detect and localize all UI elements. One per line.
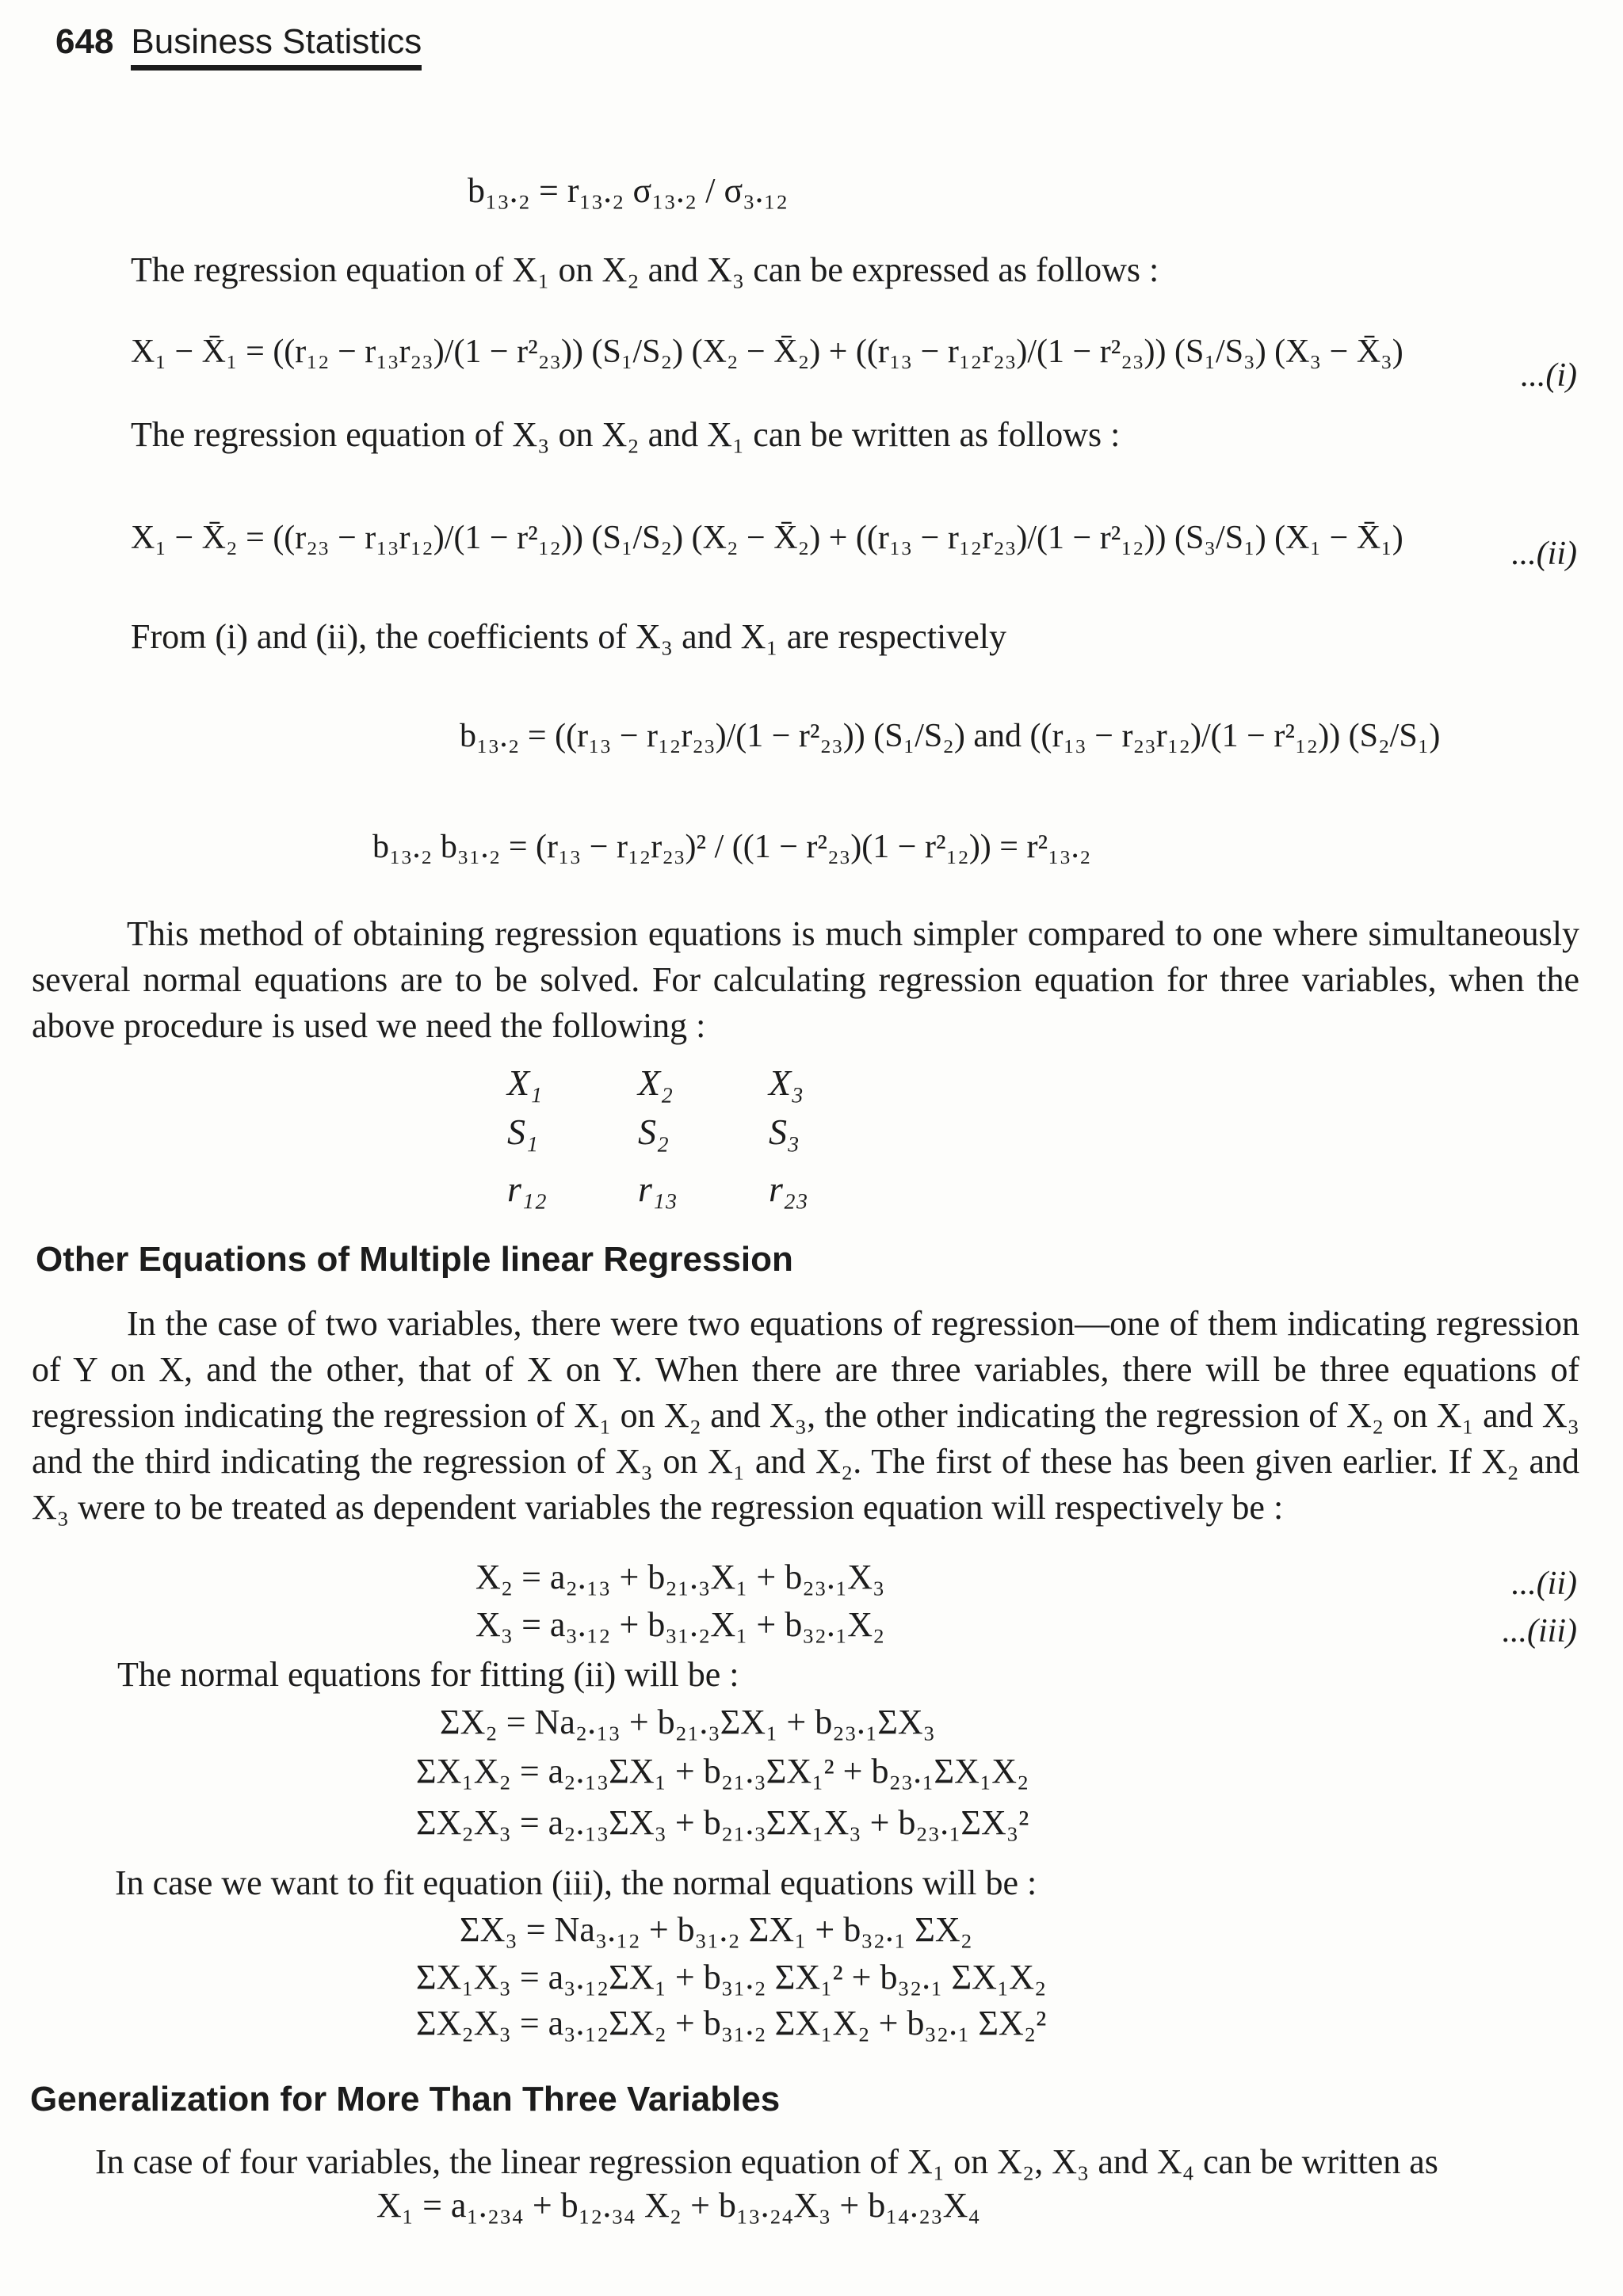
normal-equation-2: ΣX₁X₂ = a₂.₁₃ΣX₁ + b₂₁.₃ΣX₁² + b₂₃.₁ΣX₁X₂ bbox=[416, 1752, 1029, 1791]
equation-x3: X₃ = a₃.₁₂ + b₃₁.₂X₁ + b₃₂.₁X₂ bbox=[475, 1605, 885, 1644]
paragraph-regression-x1: The regression equation of X₁ on X₂ and X₃ can be expressed as follows : bbox=[131, 250, 1159, 289]
normal-equation-3: ΣX₂X₃ = a₂.₁₃ΣX₃ + b₂₁.₃ΣX₁X₃ + b₂₃.₁ΣX₃² bbox=[416, 1803, 1029, 1842]
page-header bbox=[55, 22, 422, 71]
formula-b132-definition: b₁₃.₂ = r₁₃.₂ σ₁₃.₂ / σ₃.₁₂ bbox=[468, 171, 789, 210]
paragraph-coefficients: From (i) and (ii), the coefficients of X₃ and X₁ are respectively bbox=[131, 617, 1007, 656]
normal-equation-1: ΣX₂ = Na₂.₁₃ + b₂₁.₃ΣX₁ + b₂₃.₁ΣX₃ bbox=[440, 1703, 935, 1741]
equation-i: X₁ − X̄₁ = ((r₁₂ − r₁₃r₂₃)/(1 − r²₂₃)) (S₁/S₂) (X₂ − X̄₂) + ((r₁₃ − r₁₂r₂₃)/(1 − r²₂₃)) (S₁/S₃) (X₃ − X̄₃) bbox=[131, 334, 1403, 370]
table-row: X₁ X₂ X₃ bbox=[507, 1062, 804, 1103]
paragraph-three-variables: In the case of two variables, there were two equations of regression—one of them indicating regression of Y on X, and the other, that of X on Y. When there are three variables, there will be three equations of regression indicating the regression of X₁ on X₂ and X₃, the other indicating the regression of X₂ on X₁ and X₃ and the third indicating the regression of X₃ on X₁ and X₂. The first of these has been given earlier. If X₂ and X₃ were to be treated as dependent variables the regression equation will respectively be : bbox=[32, 1304, 1579, 1527]
equation-ii: X₁ − X̄₂ = ((r₂₃ − r₁₃r₁₂)/(1 − r²₁₂)) (S₁/S₂) (X₂ − X̄₂) + ((r₁₃ − r₁₂r₂₃)/(1 − r²₁₂)) (S₃/S₁) (X₁ − X̄₁) bbox=[131, 520, 1403, 556]
paragraph-normal-ii: The normal equations for fitting (ii) will be : bbox=[117, 1655, 739, 1694]
section-heading-generalization: Generalization for More Than Three Variables bbox=[30, 2080, 781, 2119]
equation-i-number: ...(i) bbox=[1520, 357, 1577, 394]
equation-four-variables: X₁ = a₁.₂₃₄ + b₁₂.₃₄ X₂ + b₁₃.₂₄X₃ + b₁₄.₂₃X₄ bbox=[376, 2186, 980, 2225]
normal-equation-6: ΣX₂X₃ = a₃.₁₂ΣX₂ + b₃₁.₂ ΣX₁X₂ + b₃₂.₁ ΣX₂² bbox=[416, 2004, 1047, 2042]
book-title: Business Statistics bbox=[131, 22, 422, 71]
equation-x2: X₂ = a₂.₁₃ + b₂₁.₃X₁ + b₂₃.₁X₃ bbox=[475, 1558, 885, 1596]
paragraph-four-variables: In case of four variables, the linear regression equation of X₁ on X₂, X₃ and X₄ can be written as bbox=[95, 2142, 1438, 2181]
equation-x2-number: ...(ii) bbox=[1511, 1566, 1577, 1602]
equation-x3-number: ...(iii) bbox=[1502, 1613, 1577, 1650]
table-row: S₁ S₂ S₃ bbox=[507, 1112, 800, 1152]
formula-product: b₁₃.₂ b₃₁.₂ = (r₁₃ − r₁₂r₂₃)² / ((1 − r²₂₃)(1 − r²₁₂)) = r²₁₃.₂ bbox=[372, 829, 1091, 865]
page-number: 648 bbox=[55, 22, 114, 61]
section-heading-other-equations: Other Equations of Multiple linear Regression bbox=[36, 1240, 793, 1279]
normal-equation-4: ΣX₃ = Na₃.₁₂ + b₃₁.₂ ΣX₁ + b₃₂.₁ ΣX₂ bbox=[460, 1910, 972, 1949]
paragraph-normal-iii: In case we want to fit equation (iii), the normal equations will be : bbox=[115, 1863, 1037, 1902]
paragraph-regression-x3: The regression equation of X₃ on X₂ and X₁ can be written as follows : bbox=[131, 415, 1121, 454]
paragraph-method: This method of obtaining regression equations is much simpler compared to one where simultaneously several normal equations are to be solved. For calculating regression equation for three variables, when the above procedure is used we need the following : bbox=[32, 914, 1579, 1045]
formula-b132-expanded: b₁₃.₂ = ((r₁₃ − r₁₂r₂₃)/(1 − r²₂₃)) (S₁/S₂) and ((r₁₃ − r₂₃r₁₂)/(1 − r²₁₂)) (S₂/S₁) bbox=[460, 718, 1441, 754]
needed-values-table bbox=[507, 1062, 899, 1217]
equation-ii-number: ...(ii) bbox=[1511, 536, 1577, 572]
normal-equation-5: ΣX₁X₃ = a₃.₁₂ΣX₁ + b₃₁.₂ ΣX₁² + b₃₂.₁ ΣX₁X₂ bbox=[416, 1958, 1047, 1997]
table-row: r₁₂ r₁₃ r₂₃ bbox=[507, 1169, 808, 1209]
